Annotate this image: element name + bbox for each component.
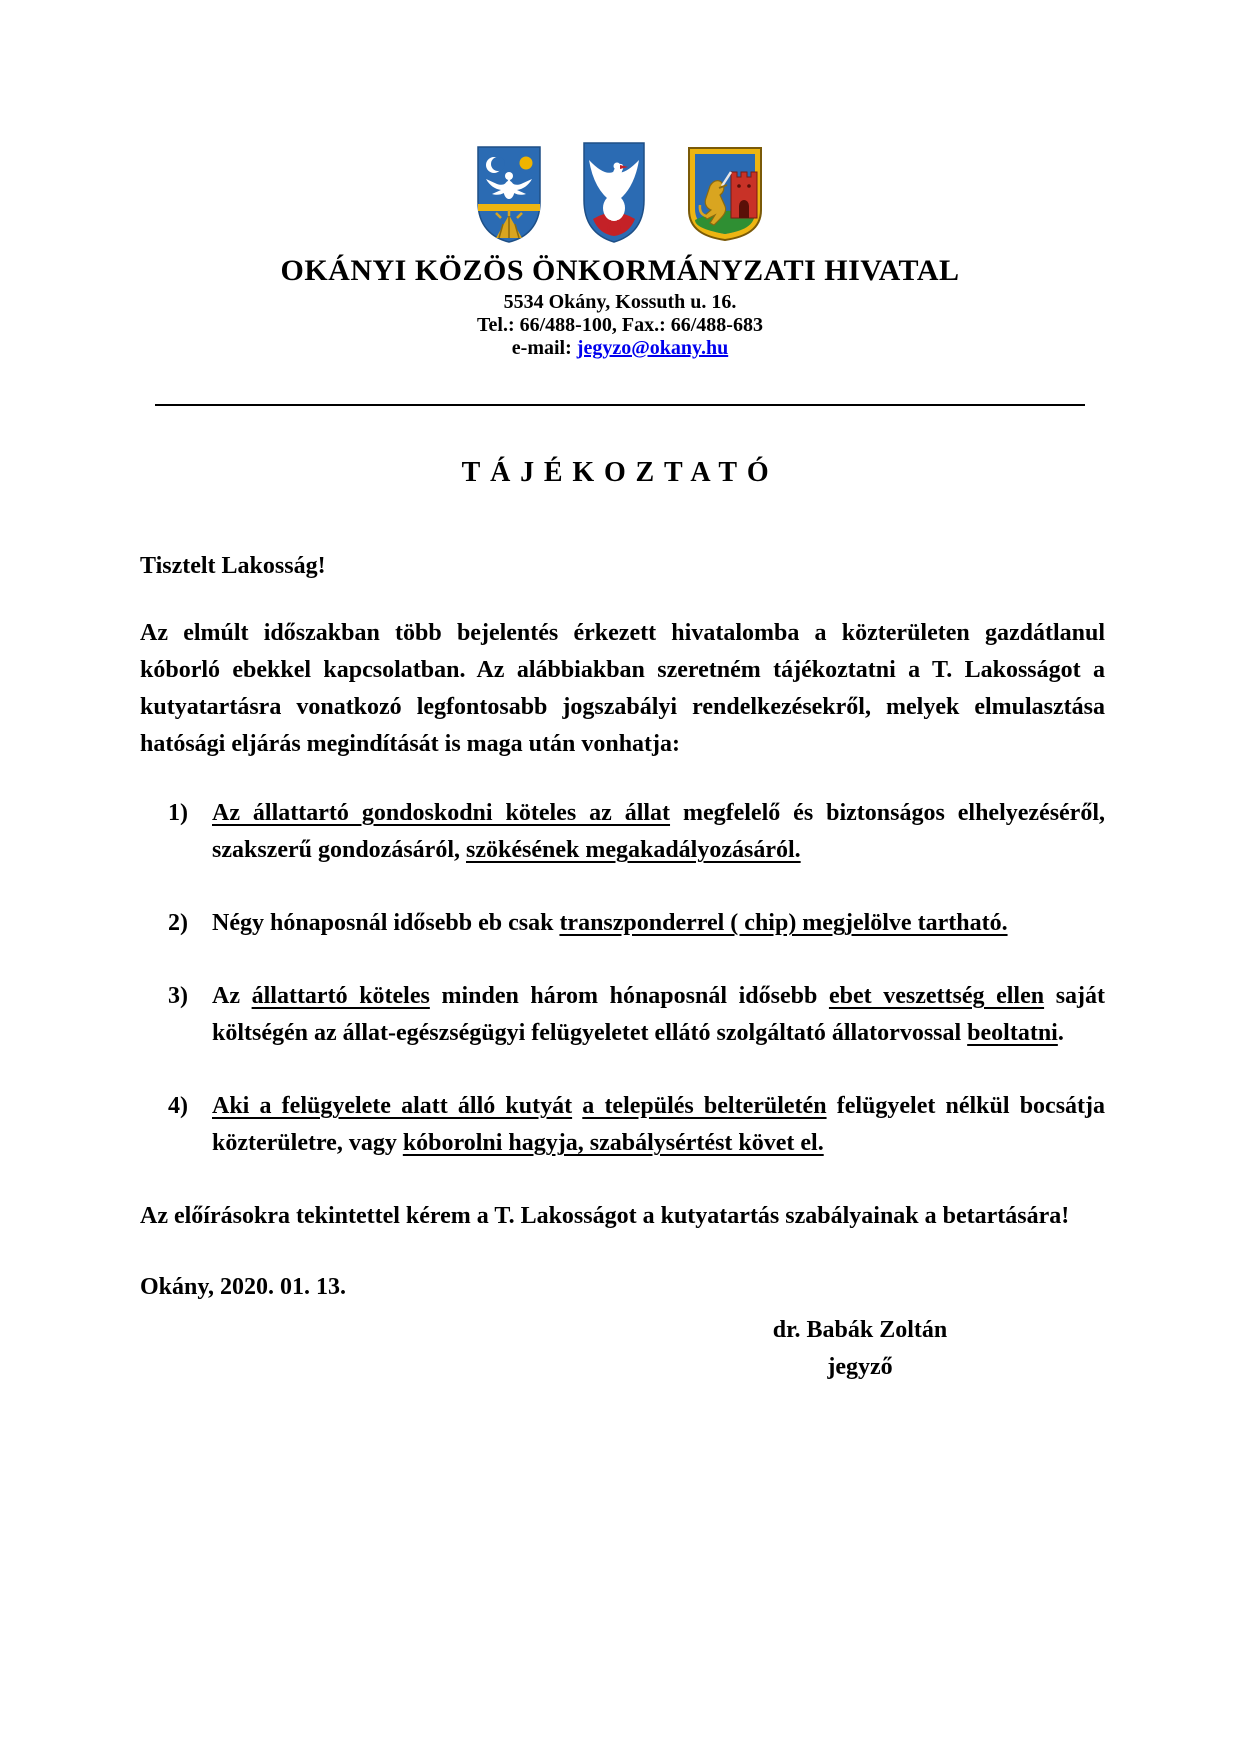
underlined-text: Aki a felügyelete alatt álló kutyát [212, 1093, 573, 1119]
email-label: e-mail: [511, 337, 577, 359]
coat-of-arms-row [0, 140, 1240, 244]
underlined-text: a település belterületén [582, 1093, 827, 1119]
signature-name: dr. Babák Zoltán [772, 1317, 948, 1343]
plain-text: Négy hónaposnál idősebb eb csak [212, 910, 560, 936]
list-item-2 [140, 905, 1105, 942]
coat-of-arms-middle-icon [581, 140, 647, 244]
plain-text: minden három hónaposnál idősebb [429, 983, 829, 1009]
list-number: 3) [168, 983, 188, 1009]
underlined-text: szökésének megakadályozásáról. [466, 837, 801, 863]
org-email-line [0, 337, 1240, 360]
list-number: 2) [168, 910, 188, 936]
email-link[interactable]: jegyzo@okany.hu [576, 337, 729, 359]
list-item-text [212, 983, 1105, 1046]
page-title: TÁJÉKOZTATÓ [461, 457, 779, 488]
intro-paragraph: Az elmúlt időszakban több bejelentés érkezett hivatalomba a közterületen gazdátlanul kóborló ebekkel kapcsolatban. Az alábbiakban szeretném tájékoztatni a T. Lakosságot a kutyatartásra vonatkozó legfontosabb jogszabályi rendelkezésekről, melyek elmulasztása hatósági eljárás megindítását is maga után vonhatja: [140, 620, 1105, 757]
list-item-text [212, 800, 1105, 863]
org-contact-block [0, 291, 1240, 360]
plain-text: Az [212, 983, 252, 1009]
underlined-text: transzponderrel ( chip) megjelölve tartható. [559, 910, 1008, 936]
coat-of-arms-left-icon [475, 144, 543, 244]
list-item-1 [140, 795, 1105, 869]
list-item-3 [140, 978, 1105, 1052]
underlined-text: beoltatni [967, 1020, 1058, 1046]
underlined-text: ebet veszettség ellen [828, 983, 1045, 1009]
plain-text [572, 1093, 582, 1119]
plain-text: . [1057, 1020, 1064, 1046]
list-number: 1) [168, 800, 188, 826]
closing-paragraph: Az előírásokra tekintettel kérem a T. Lakosságot a kutyatartás szabályainak a betartására! [140, 1203, 1070, 1229]
underlined-text: Az állattartó gondoskodni köteles az állat [212, 800, 671, 826]
date-line: Okány, 2020. 01. 13. [140, 1274, 347, 1300]
coat-of-arms-right-icon [685, 144, 765, 244]
list-item-4 [140, 1088, 1105, 1162]
underlined-text: állattartó köteles [251, 983, 430, 1009]
plain-text: megfelelő és biztonságos elhelyezéséről, szakszerű gondozásáról, [212, 800, 1106, 863]
list-item-text [212, 1093, 1105, 1156]
signature-block [680, 1312, 1040, 1386]
org-name: OKÁNYI KÖZÖS ÖNKORMÁNYZATI HIVATAL [280, 254, 960, 287]
list-item-text [212, 910, 1008, 936]
rules-list [140, 795, 1105, 1162]
header-divider [155, 404, 1085, 406]
org-phone-fax-line: Tel.: 66/488-100, Fax.: 66/488-683 [477, 314, 763, 336]
org-address-line: 5534 Okány, Kossuth u. 16. [503, 291, 737, 313]
underlined-text: kóborolni hagyja, szabálysértést követ el. [402, 1130, 824, 1156]
list-number: 4) [168, 1093, 188, 1119]
salutation: Tisztelt Lakosság! [140, 553, 326, 579]
plain-text: saját költségén az állat-egészségügyi felügyeletet ellátó szolgáltató állatorvossal [212, 983, 1106, 1046]
signature-title: jegyző [827, 1354, 893, 1380]
plain-text: felügyelet nélkül bocsátja közterületre, vagy [212, 1093, 1106, 1156]
